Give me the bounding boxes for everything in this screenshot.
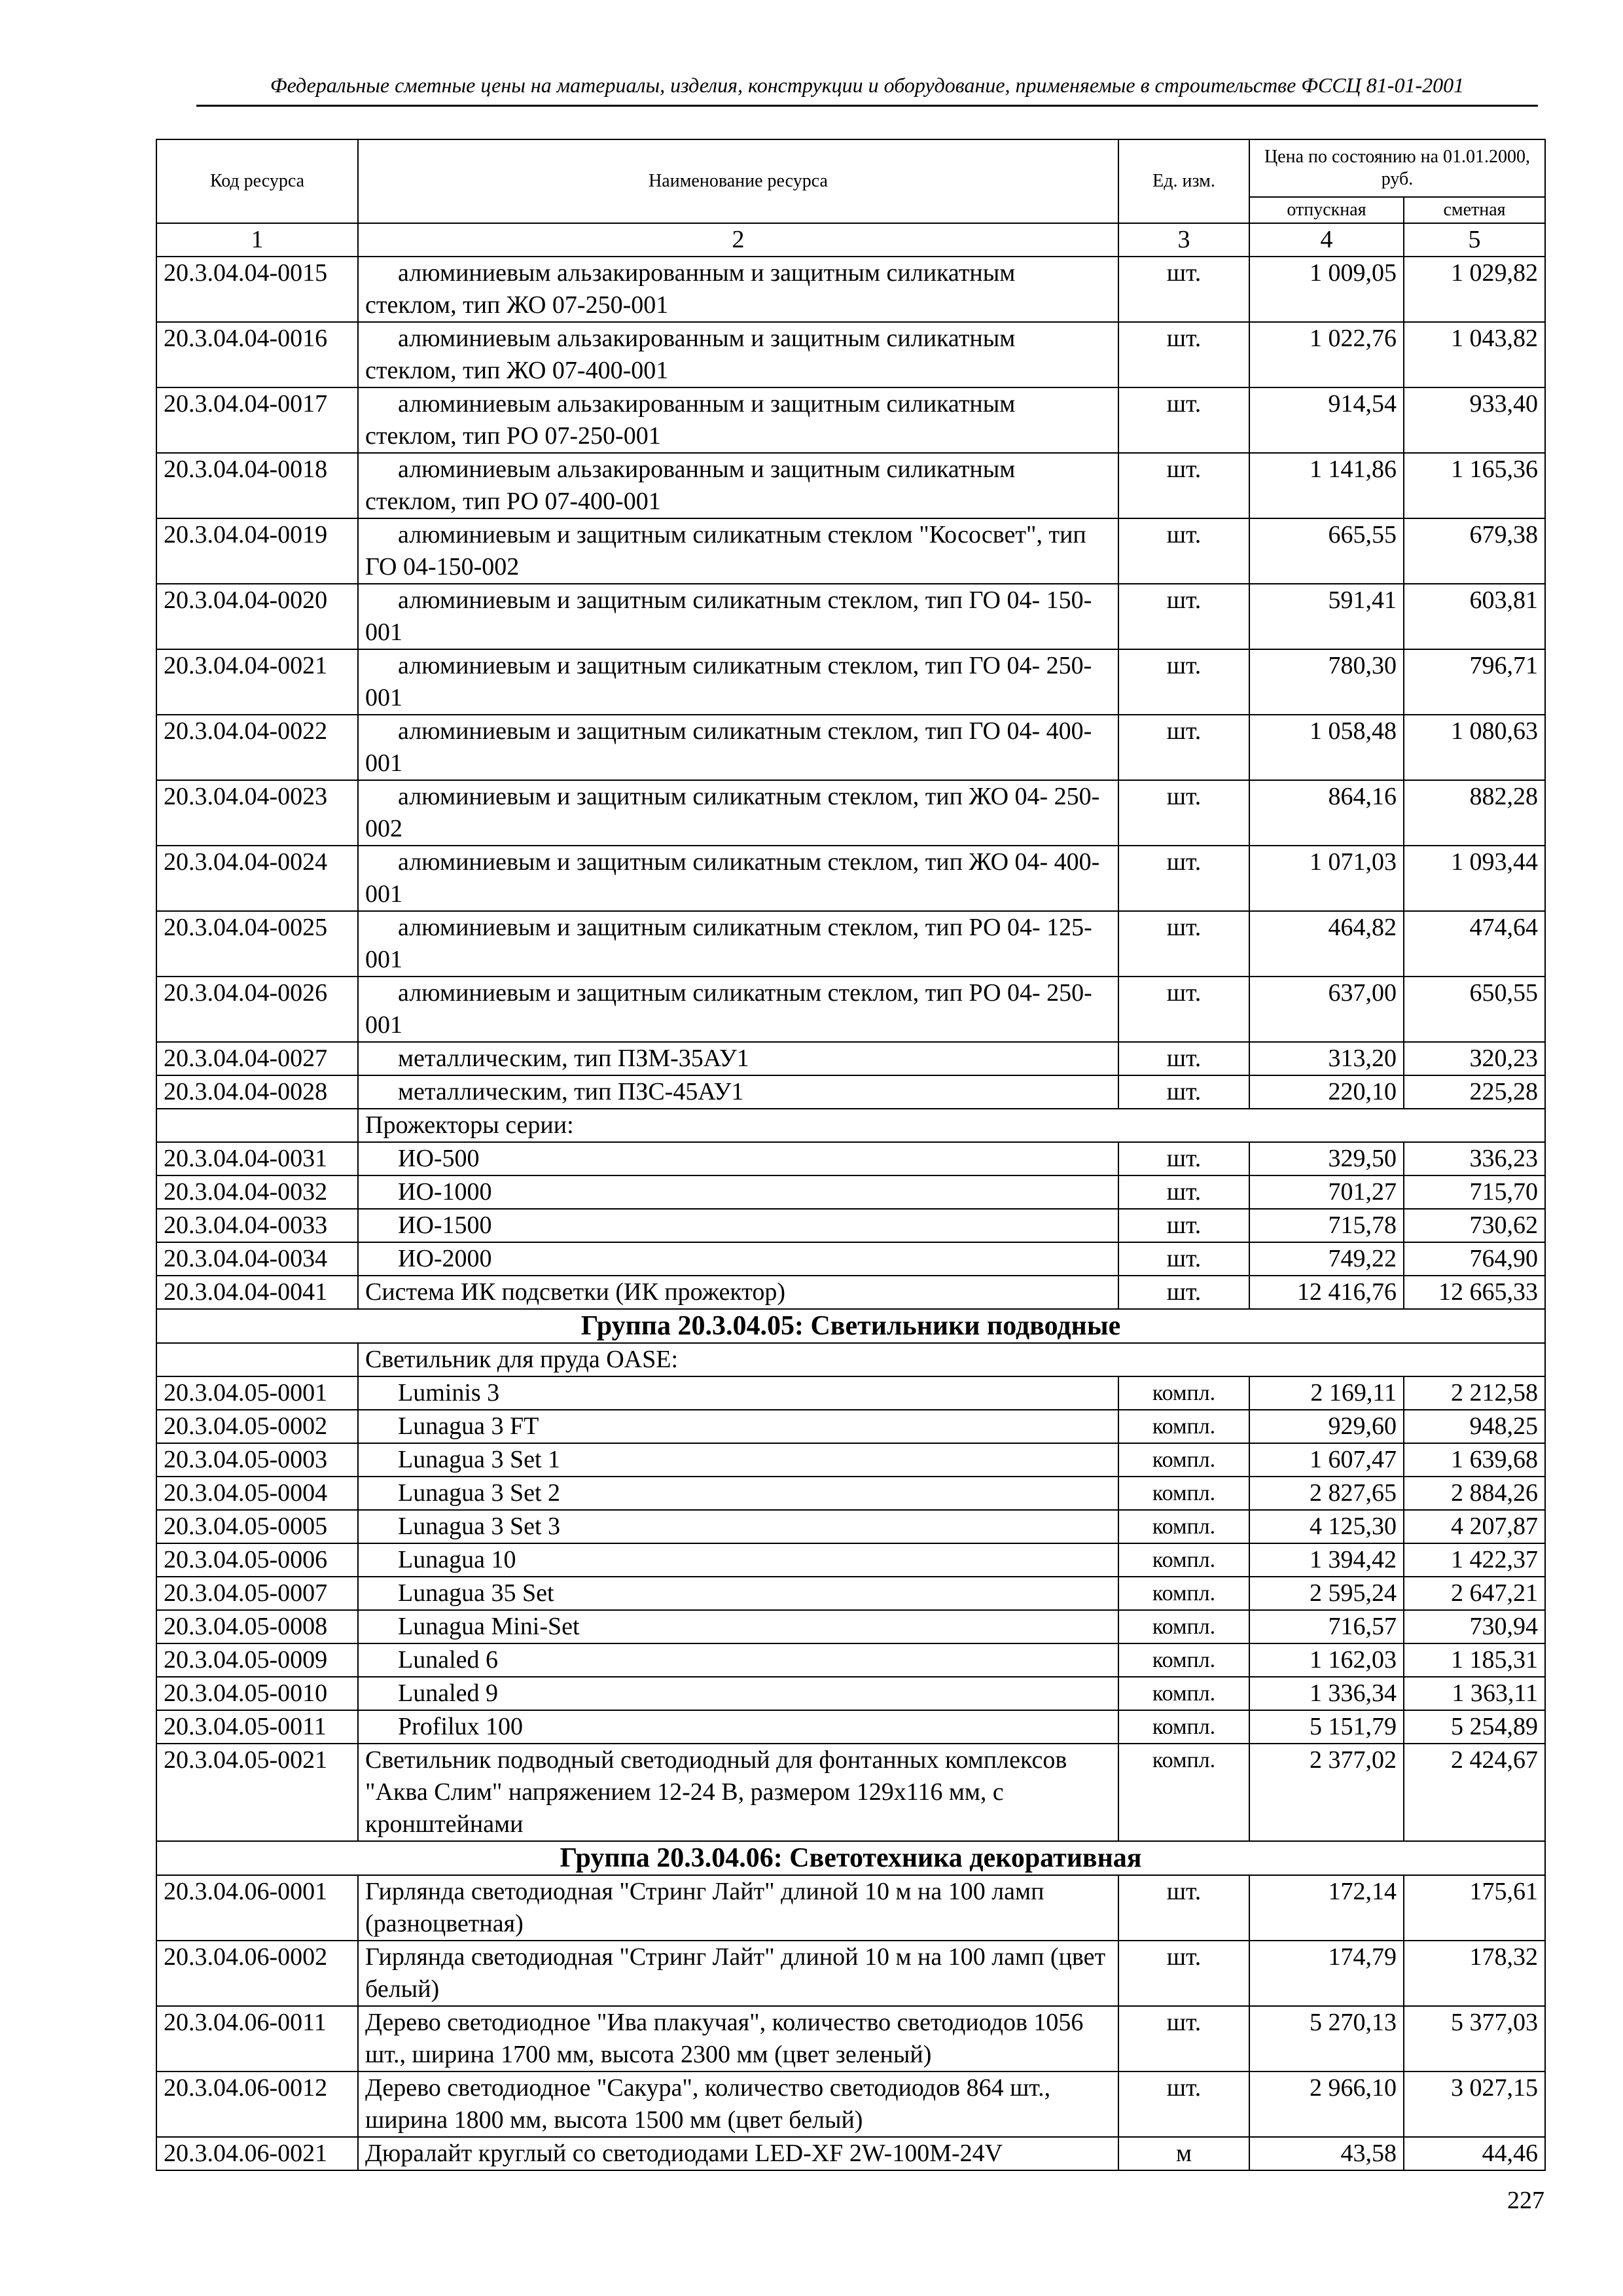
resource-name — [358, 1042, 1118, 1075]
unit: шт. — [1118, 911, 1249, 977]
unit: компл. — [1118, 1410, 1249, 1443]
resource-code: 20.3.04.06-0011 — [156, 2006, 358, 2072]
table-row — [156, 1075, 1545, 1109]
unit: шт. — [1118, 1209, 1249, 1242]
resource-name-text: алюминиевым и защитным силикатным стеклом, тип ГО 04- 400-001 — [365, 717, 1092, 777]
release-price: 1 071,03 — [1249, 846, 1404, 911]
resource-code: 20.3.04.06-0001 — [156, 1875, 358, 1941]
resource-name-text: алюминиевым альзакированным и защитным силикатным стеклом, тип ЖО 07-250-001 — [365, 259, 1016, 319]
resource-name — [358, 977, 1118, 1042]
resource-name-text: алюминиевым и защитным силикатным стеклом, тип ГО 04- 150-001 — [365, 586, 1092, 646]
table-row — [156, 1610, 1545, 1643]
release-price: 313,20 — [1249, 1042, 1404, 1075]
resource-name: Дерево светодиодное "Ива плакучая", количество светодиодов 1056 шт., ширина 1700 мм, высота 2300 мм (цвет зеленый) — [358, 2006, 1118, 2072]
unit: шт. — [1118, 1042, 1249, 1075]
table-row — [156, 1543, 1545, 1577]
estimate-price: 715,70 — [1404, 1175, 1545, 1209]
estimate-price: 1 422,37 — [1404, 1543, 1545, 1577]
resource-code: 20.3.04.04-0018 — [156, 453, 358, 518]
release-price: 637,00 — [1249, 977, 1404, 1042]
table-body — [156, 257, 1545, 2170]
resource-name: Дюралайт круглый со светодиодами LED-XF 2W-100M-24V — [358, 2137, 1118, 2170]
resource-name — [358, 1175, 1118, 1209]
resource-code: 20.3.04.05-0004 — [156, 1477, 358, 1510]
resource-code: 20.3.04.04-0031 — [156, 1142, 358, 1175]
resource-name-text: алюминиевым и защитным силикатным стеклом "Кососвет", тип ГО 04-150-002 — [365, 521, 1086, 581]
table-row — [156, 1643, 1545, 1677]
resource-name-text: ИО-500 — [398, 1145, 480, 1172]
subheading-row — [156, 1109, 1545, 1142]
unit: шт. — [1118, 584, 1249, 649]
unit: шт. — [1118, 1276, 1249, 1309]
page-header: Федеральные сметные цены на материалы, изделия, конструкции и оборудование, применяемые в строительстве ФССЦ 81-01-2001 — [270, 73, 1465, 97]
release-price: 1 607,47 — [1249, 1443, 1404, 1477]
resource-code: 20.3.04.04-0015 — [156, 257, 358, 322]
resource-name — [358, 387, 1118, 453]
resource-name-text: Lunagua Mini-Set — [398, 1613, 580, 1640]
resource-name: Дерево светодиодное "Сакура", количество светодиодов 864 шт., ширина 1800 мм, высота 1500 мм (цвет белый) — [358, 2072, 1118, 2137]
resource-name — [358, 1376, 1118, 1410]
estimate-price: 1 165,36 — [1404, 453, 1545, 518]
resource-code: 20.3.04.05-0007 — [156, 1577, 358, 1610]
estimate-price: 730,62 — [1404, 1209, 1545, 1242]
unit: шт. — [1118, 1175, 1249, 1209]
estimate-price: 796,71 — [1404, 649, 1545, 715]
estimate-price: 2 647,21 — [1404, 1577, 1545, 1610]
resource-code: 20.3.04.04-0028 — [156, 1075, 358, 1109]
unit: компл. — [1118, 1744, 1249, 1841]
estimate-price: 5 254,89 — [1404, 1710, 1545, 1744]
release-price: 5 151,79 — [1249, 1710, 1404, 1744]
estimate-price: 44,46 — [1404, 2137, 1545, 2170]
resource-name-text: Lunagua 35 Set — [398, 1579, 554, 1607]
resource-name — [358, 715, 1118, 780]
page-number: 227 — [1507, 2187, 1544, 2214]
release-price: 2 169,11 — [1249, 1376, 1404, 1410]
resource-name-text: Lunagua 3 Set 1 — [398, 1446, 561, 1473]
release-price: 12 416,76 — [1249, 1276, 1404, 1309]
estimate-price: 2 424,67 — [1404, 1744, 1545, 1841]
resource-code: 20.3.04.06-0002 — [156, 1941, 358, 2006]
unit: компл. — [1118, 1577, 1249, 1610]
estimate-price: 178,32 — [1404, 1941, 1545, 2006]
table-header — [156, 139, 1545, 257]
resource-code: 20.3.04.04-0033 — [156, 1209, 358, 1242]
table-row — [156, 322, 1545, 387]
subheading-spacer — [156, 1109, 358, 1142]
table-row — [156, 1941, 1545, 2006]
estimate-price: 1 029,82 — [1404, 257, 1545, 322]
estimate-price: 1 093,44 — [1404, 846, 1545, 911]
table-row — [156, 1477, 1545, 1510]
unit: шт. — [1118, 1242, 1249, 1276]
unit: шт. — [1118, 453, 1249, 518]
table-row — [156, 1376, 1545, 1410]
resource-name-text: Luminis 3 — [398, 1379, 500, 1407]
resource-name-text: Lunagua 10 — [398, 1546, 516, 1573]
resource-name-text: Lunagua 3 FT — [398, 1412, 539, 1440]
table-row — [156, 715, 1545, 780]
release-price: 715,78 — [1249, 1209, 1404, 1242]
release-price: 220,10 — [1249, 1075, 1404, 1109]
resource-code: 20.3.04.05-0008 — [156, 1610, 358, 1643]
resource-code: 20.3.04.04-0032 — [156, 1175, 358, 1209]
resource-code: 20.3.04.05-0005 — [156, 1510, 358, 1543]
resource-name-text: Lunagua 3 Set 3 — [398, 1513, 561, 1540]
estimate-price: 225,28 — [1404, 1075, 1545, 1109]
release-price: 864,16 — [1249, 780, 1404, 846]
release-price: 929,60 — [1249, 1410, 1404, 1443]
estimate-price: 320,23 — [1404, 1042, 1545, 1075]
table-row — [156, 584, 1545, 649]
resource-code: 20.3.04.04-0025 — [156, 911, 358, 977]
unit: компл. — [1118, 1443, 1249, 1477]
resource-name — [358, 453, 1118, 518]
resource-code: 20.3.04.06-0012 — [156, 2072, 358, 2137]
col-release-header: отпускная — [1249, 197, 1404, 223]
unit: шт. — [1118, 1875, 1249, 1941]
table-row — [156, 453, 1545, 518]
resource-name: Гирлянда светодиодная "Стринг Лайт" длиной 10 м на 100 ламп (цвет белый) — [358, 1941, 1118, 2006]
col-price-header: Цена по состоянию на 01.01.2000, руб. — [1249, 139, 1545, 197]
resource-code: 20.3.04.04-0020 — [156, 584, 358, 649]
resource-name — [358, 911, 1118, 977]
resource-code: 20.3.04.05-0009 — [156, 1643, 358, 1677]
resource-name-text: Profilux 100 — [398, 1713, 524, 1740]
release-price: 5 270,13 — [1249, 2006, 1404, 2072]
table-row — [156, 977, 1545, 1042]
release-price: 4 125,30 — [1249, 1510, 1404, 1543]
resource-name-text: металлическим, тип ПЗС-45АУ1 — [398, 1078, 744, 1105]
resource-name — [358, 1075, 1118, 1109]
release-price: 2 595,24 — [1249, 1577, 1404, 1610]
estimate-price: 603,81 — [1404, 584, 1545, 649]
resource-name — [358, 584, 1118, 649]
unit: м — [1118, 2137, 1249, 2170]
resource-code: 20.3.04.04-0041 — [156, 1276, 358, 1309]
release-price: 2 827,65 — [1249, 1477, 1404, 1510]
table-row — [156, 518, 1545, 584]
release-price: 1 009,05 — [1249, 257, 1404, 322]
table-row — [156, 911, 1545, 977]
col-number: 1 — [156, 223, 358, 257]
resource-name — [358, 1410, 1118, 1443]
release-price: 716,57 — [1249, 1610, 1404, 1643]
table-row — [156, 1510, 1545, 1543]
resource-code: 20.3.04.04-0034 — [156, 1242, 358, 1276]
estimate-price: 474,64 — [1404, 911, 1545, 977]
unit: шт. — [1118, 322, 1249, 387]
unit: шт. — [1118, 257, 1249, 322]
table-row — [156, 1577, 1545, 1610]
resource-name-text: алюминиевым и защитным силикатным стеклом, тип РО 04- 250-001 — [365, 979, 1092, 1039]
price-table — [156, 139, 1546, 2171]
table-row — [156, 649, 1545, 715]
col-code-header: Код ресурса — [156, 139, 358, 223]
header-rule — [196, 105, 1538, 107]
resource-code: 20.3.04.05-0010 — [156, 1677, 358, 1710]
table-row — [156, 1443, 1545, 1477]
resource-name-text: ИО-2000 — [398, 1245, 492, 1272]
table-row — [156, 1710, 1545, 1744]
release-price: 749,22 — [1249, 1242, 1404, 1276]
resource-name — [358, 1710, 1118, 1744]
unit: шт. — [1118, 1142, 1249, 1175]
release-price: 914,54 — [1249, 387, 1404, 453]
resource-name — [358, 1242, 1118, 1276]
col-number: 3 — [1118, 223, 1249, 257]
resource-name-text: Lunaled 6 — [398, 1646, 499, 1674]
unit: шт. — [1118, 387, 1249, 453]
unit: компл. — [1118, 1510, 1249, 1543]
estimate-price: 764,90 — [1404, 1242, 1545, 1276]
table-row — [156, 846, 1545, 911]
unit: шт. — [1118, 1941, 1249, 2006]
estimate-price: 730,94 — [1404, 1610, 1545, 1643]
subheading-row — [156, 1343, 1545, 1376]
release-price: 2 966,10 — [1249, 2072, 1404, 2137]
release-price: 701,27 — [1249, 1175, 1404, 1209]
group-heading: Группа 20.3.04.05: Светильники подводные — [156, 1309, 1545, 1343]
table-row — [156, 1209, 1545, 1242]
resource-code: 20.3.04.04-0027 — [156, 1042, 358, 1075]
table-row — [156, 1175, 1545, 1209]
col-unit-header: Ед. изм. — [1118, 139, 1249, 223]
unit: шт. — [1118, 2072, 1249, 2137]
estimate-price: 175,61 — [1404, 1875, 1545, 1941]
resource-name-text: алюминиевым и защитным силикатным стеклом, тип ЖО 04- 250-002 — [365, 783, 1100, 842]
resource-code: 20.3.04.05-0021 — [156, 1744, 358, 1841]
resource-name-text: алюминиевым альзакированным и защитным силикатным стеклом, тип РО 07-400-001 — [365, 456, 1016, 515]
col-number: 4 — [1249, 223, 1404, 257]
release-price: 591,41 — [1249, 584, 1404, 649]
estimate-price: 2 212,58 — [1404, 1376, 1545, 1410]
unit: компл. — [1118, 1643, 1249, 1677]
release-price: 1 022,76 — [1249, 322, 1404, 387]
resource-name-text: Lunaled 9 — [398, 1679, 499, 1707]
release-price: 1 394,42 — [1249, 1543, 1404, 1577]
subheading-spacer — [156, 1343, 358, 1376]
unit: шт. — [1118, 2006, 1249, 2072]
table-row — [156, 1242, 1545, 1276]
col-number: 5 — [1404, 223, 1545, 257]
resource-code: 20.3.04.04-0026 — [156, 977, 358, 1042]
release-price: 665,55 — [1249, 518, 1404, 584]
table-row — [156, 1276, 1545, 1309]
unit: компл. — [1118, 1677, 1249, 1710]
unit: шт. — [1118, 715, 1249, 780]
estimate-price: 933,40 — [1404, 387, 1545, 453]
resource-code: 20.3.04.04-0021 — [156, 649, 358, 715]
estimate-price: 679,38 — [1404, 518, 1545, 584]
unit: компл. — [1118, 1710, 1249, 1744]
release-price: 172,14 — [1249, 1875, 1404, 1941]
estimate-price: 1 639,68 — [1404, 1443, 1545, 1477]
estimate-price: 1 080,63 — [1404, 715, 1545, 780]
estimate-price: 650,55 — [1404, 977, 1545, 1042]
unit: компл. — [1118, 1477, 1249, 1510]
table-row — [156, 1410, 1545, 1443]
resource-name-text: алюминиевым альзакированным и защитным силикатным стеклом, тип ЖО 07-400-001 — [365, 325, 1016, 384]
table-row — [156, 2137, 1545, 2170]
estimate-price: 5 377,03 — [1404, 2006, 1545, 2072]
resource-name — [358, 1142, 1118, 1175]
resource-code: 20.3.04.06-0021 — [156, 2137, 358, 2170]
unit: компл. — [1118, 1376, 1249, 1410]
unit: шт. — [1118, 977, 1249, 1042]
resource-name — [358, 1543, 1118, 1577]
estimate-price: 948,25 — [1404, 1410, 1545, 1443]
resource-name — [358, 518, 1118, 584]
col-name-header: Наименование ресурса — [358, 139, 1118, 223]
table-row — [156, 257, 1545, 322]
unit: компл. — [1118, 1610, 1249, 1643]
resource-code: 20.3.04.04-0023 — [156, 780, 358, 846]
table-row — [156, 780, 1545, 846]
resource-name: Светильник подводный светодиодный для фонтанных комплексов "Аква Слим" напряжением 12-24 В, размером 129x116 мм, с кронштейнами — [358, 1744, 1118, 1841]
table-row — [156, 2072, 1545, 2137]
estimate-price: 336,23 — [1404, 1142, 1545, 1175]
resource-name — [358, 649, 1118, 715]
estimate-price: 1 363,11 — [1404, 1677, 1545, 1710]
resource-name — [358, 322, 1118, 387]
table-row — [156, 1744, 1545, 1841]
estimate-price: 3 027,15 — [1404, 2072, 1545, 2137]
release-price: 1 162,03 — [1249, 1643, 1404, 1677]
resource-code: 20.3.04.05-0011 — [156, 1710, 358, 1744]
estimate-price: 1 185,31 — [1404, 1643, 1545, 1677]
resource-code: 20.3.04.04-0017 — [156, 387, 358, 453]
unit: шт. — [1118, 649, 1249, 715]
resource-code: 20.3.04.04-0024 — [156, 846, 358, 911]
table-row — [156, 1042, 1545, 1075]
table-row — [156, 387, 1545, 453]
unit: шт. — [1118, 518, 1249, 584]
resource-code: 20.3.04.05-0001 — [156, 1376, 358, 1410]
release-price: 2 377,02 — [1249, 1744, 1404, 1841]
release-price: 43,58 — [1249, 2137, 1404, 2170]
release-price: 780,30 — [1249, 649, 1404, 715]
resource-code: 20.3.04.05-0003 — [156, 1443, 358, 1477]
col-estimate-header: сметная — [1404, 197, 1545, 223]
resource-name — [358, 1610, 1118, 1643]
estimate-price: 4 207,87 — [1404, 1510, 1545, 1543]
release-price: 1 336,34 — [1249, 1677, 1404, 1710]
table-row — [156, 2006, 1545, 2072]
release-price: 1 141,86 — [1249, 453, 1404, 518]
resource-name — [358, 780, 1118, 846]
release-price: 174,79 — [1249, 1941, 1404, 2006]
unit: шт. — [1118, 846, 1249, 911]
col-number: 2 — [358, 223, 1118, 257]
group-heading-row — [156, 1309, 1545, 1343]
subheading: Светильник для пруда OASE: — [358, 1343, 1545, 1376]
release-price: 464,82 — [1249, 911, 1404, 977]
table-row — [156, 1677, 1545, 1710]
resource-name — [358, 1443, 1118, 1477]
resource-name — [358, 1577, 1118, 1610]
resource-name: Гирлянда светодиодная "Стринг Лайт" длиной 10 м на 100 ламп (разноцветная) — [358, 1875, 1118, 1941]
resource-name-text: алюминиевым и защитным силикатным стеклом, тип РО 04- 125-001 — [365, 914, 1092, 973]
resource-name-text: алюминиевым и защитным силикатным стеклом, тип ГО 04- 250-001 — [365, 652, 1092, 711]
estimate-price: 2 884,26 — [1404, 1477, 1545, 1510]
resource-name-text: Lunagua 3 Set 2 — [398, 1479, 561, 1507]
table-row — [156, 1875, 1545, 1941]
resource-name — [358, 846, 1118, 911]
resource-name — [358, 1677, 1118, 1710]
group-heading: Группа 20.3.04.06: Светотехника декоративная — [156, 1841, 1545, 1875]
resource-name-text: ИО-1000 — [398, 1178, 492, 1206]
resource-name — [358, 1643, 1118, 1677]
resource-code: 20.3.04.04-0019 — [156, 518, 358, 584]
subheading: Прожекторы серии: — [358, 1109, 1545, 1142]
resource-name — [358, 257, 1118, 322]
resource-name-text: ИО-1500 — [398, 1211, 492, 1239]
estimate-price: 1 043,82 — [1404, 322, 1545, 387]
release-price: 1 058,48 — [1249, 715, 1404, 780]
resource-name-text: алюминиевым альзакированным и защитным силикатным стеклом, тип РО 07-250-001 — [365, 390, 1016, 450]
resource-name: Система ИК подсветки (ИК прожектор) — [358, 1276, 1118, 1309]
table-row — [156, 1142, 1545, 1175]
unit: шт. — [1118, 780, 1249, 846]
resource-code: 20.3.04.05-0002 — [156, 1410, 358, 1443]
resource-code: 20.3.04.04-0016 — [156, 322, 358, 387]
group-heading-row — [156, 1841, 1545, 1875]
unit: шт. — [1118, 1075, 1249, 1109]
estimate-price: 12 665,33 — [1404, 1276, 1545, 1309]
resource-code: 20.3.04.05-0006 — [156, 1543, 358, 1577]
resource-code: 20.3.04.04-0022 — [156, 715, 358, 780]
resource-name-text: металлическим, тип ПЗМ-35АУ1 — [398, 1045, 749, 1072]
resource-name — [358, 1510, 1118, 1543]
estimate-price: 882,28 — [1404, 780, 1545, 846]
resource-name-text: алюминиевым и защитным силикатным стеклом, тип ЖО 04- 400-001 — [365, 848, 1100, 908]
resource-name — [358, 1209, 1118, 1242]
release-price: 329,50 — [1249, 1142, 1404, 1175]
resource-name — [358, 1477, 1118, 1510]
unit: компл. — [1118, 1543, 1249, 1577]
